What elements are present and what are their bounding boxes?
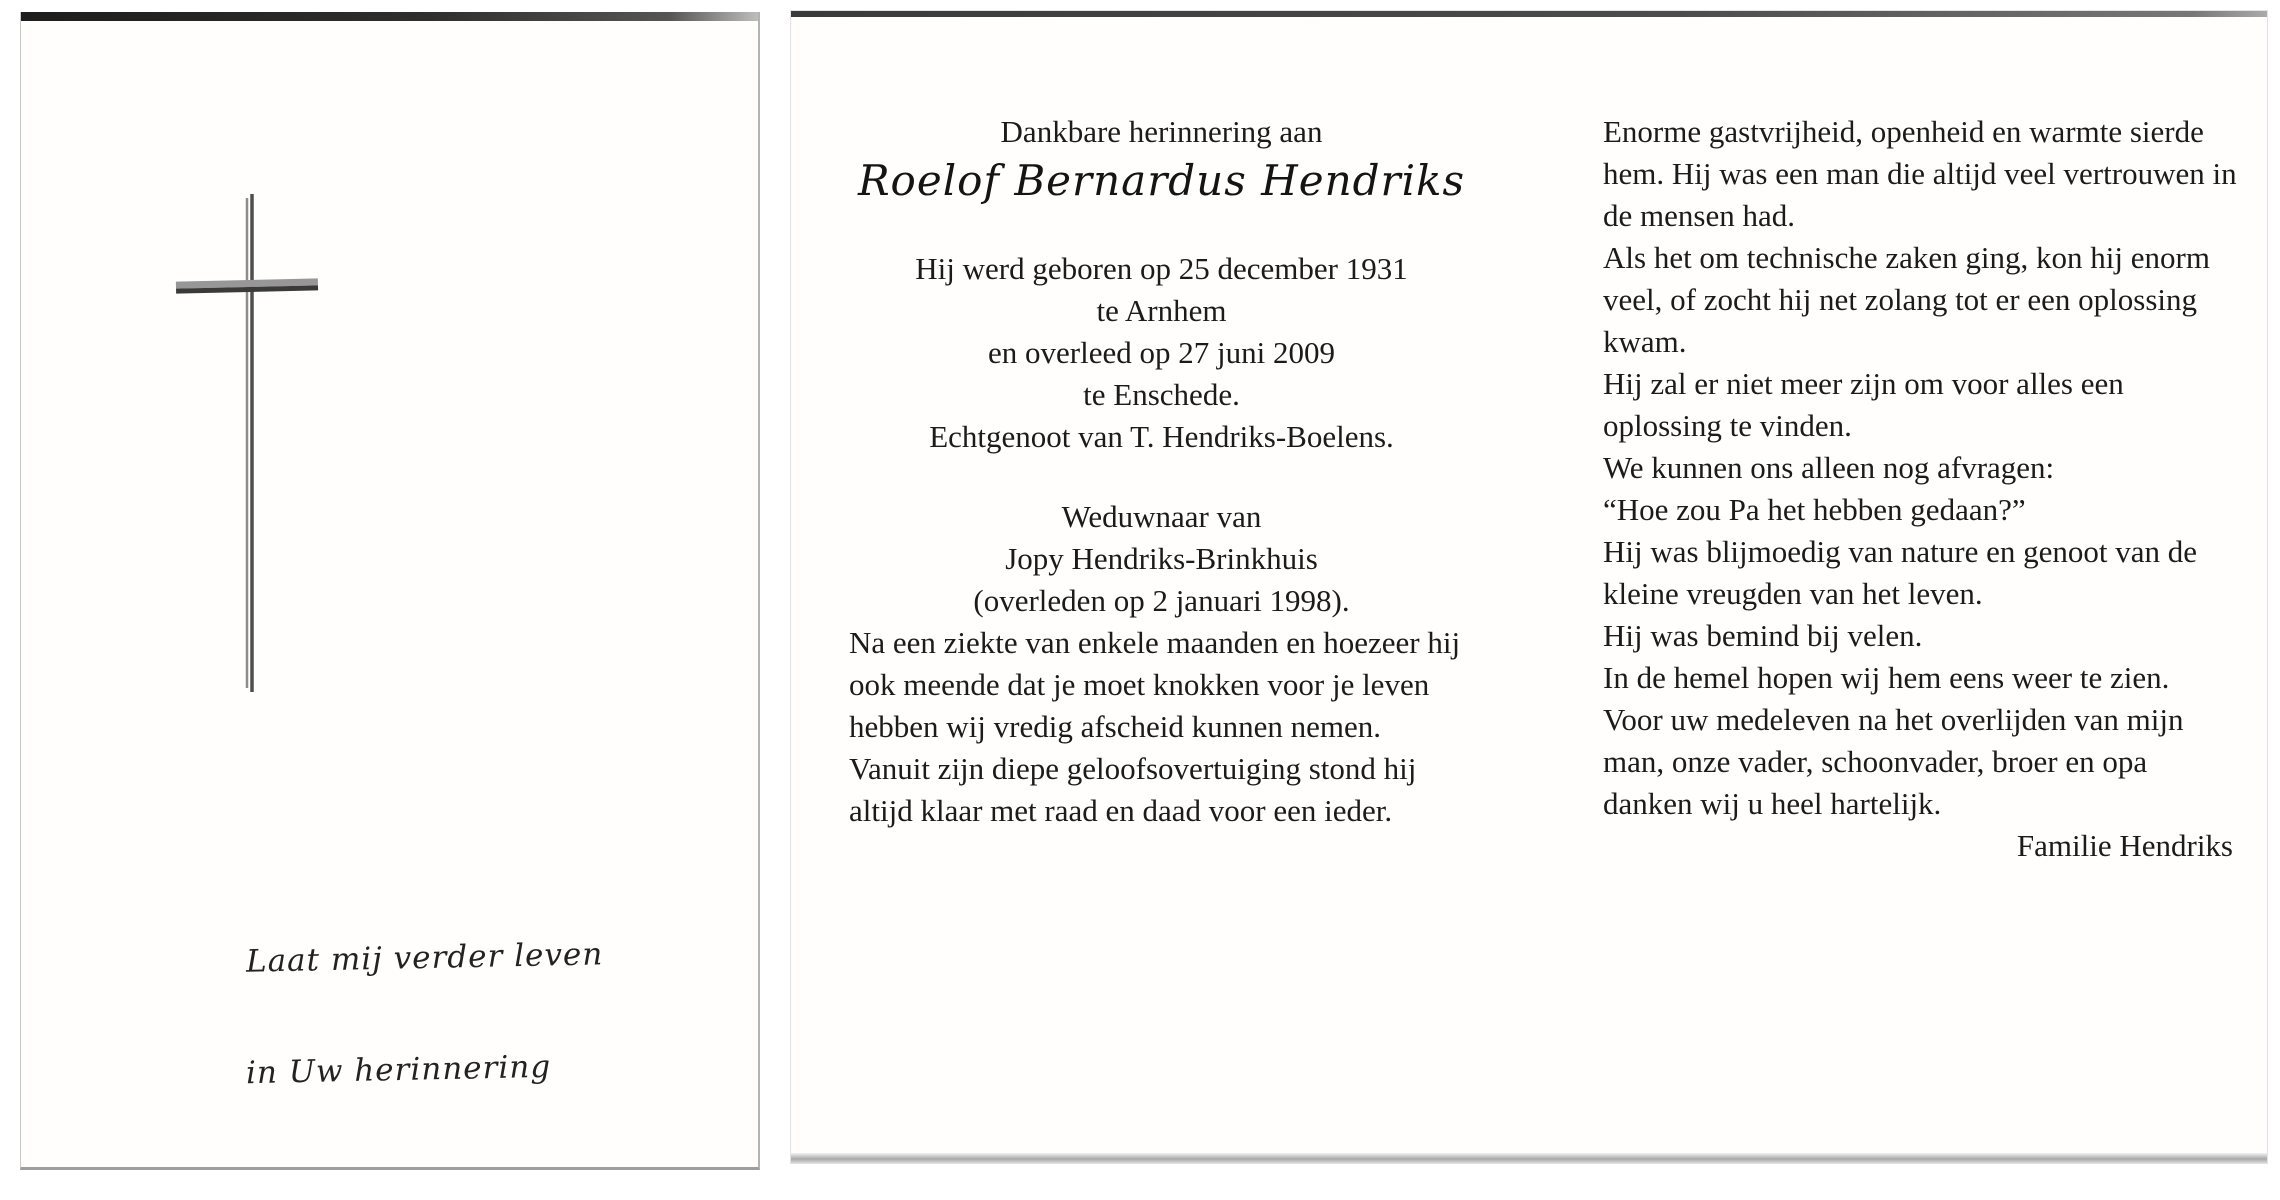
- inside-right-column: [1603, 111, 2243, 867]
- paragraph-faith: Vanuit zijn diepe geloofsovertuiging stond hij altijd klaar met raad en daad voor een ieder.: [849, 751, 1417, 828]
- paragraph-technical-3: We kunnen ons alleen nog afvragen:: [1603, 450, 2055, 485]
- paragraph-nature-1: Hij was blijmoedig van nature en genoot van de kleine vreugden van het leven.: [1603, 534, 2198, 611]
- birth-place-line: te Arnhem: [1096, 293, 1227, 328]
- epitaph-line-2: in Uw herinnering: [245, 1048, 552, 1092]
- scan-edge-top-left: [21, 12, 758, 21]
- paragraph-nature-2: Hij was bemind bij velen.: [1603, 618, 1923, 653]
- epitaph-line-1: Laat mij verder leven: [245, 936, 604, 980]
- memorial-card-inside: [790, 10, 2268, 1164]
- death-line: en overleed op 27 juni 2009: [988, 335, 1335, 370]
- spouse-line: Echtgenoot van T. Hendriks-Boelens.: [929, 419, 1394, 454]
- scan-edge-top-right: [791, 11, 2267, 17]
- birth-death-block: [849, 248, 1474, 416]
- cross-icon: [171, 192, 491, 702]
- paragraph-technical-1: Als het om technische zaken ging, kon hij enorm veel, of zocht hij net zolang tot er een oplossing kwam.: [1603, 240, 2210, 359]
- widower-line: Weduwnaar van: [1061, 499, 1262, 534]
- family-signature: Familie Hendriks: [2016, 828, 2233, 863]
- intro-line: Dankbare herinnering aan: [1000, 114, 1323, 149]
- widower-name-line: Jopy Hendriks-Brinkhuis: [1005, 541, 1318, 576]
- death-place-line: te Enschede.: [1083, 377, 1240, 412]
- widower-block: [849, 496, 1474, 622]
- memorial-card-cover: [20, 12, 760, 1170]
- inside-left-column: [849, 111, 1474, 832]
- paragraph-technical-quote: “Hoe zou Pa het hebben gedaan?”: [1603, 492, 2026, 527]
- deceased-name: Roelof Bernardus Hendriks: [857, 156, 1466, 205]
- scan-edge-bottom-right: [791, 1153, 2267, 1163]
- widower-date-line: (overleden op 2 januari 1998).: [973, 583, 1350, 618]
- paragraph-heaven: In de hemel hopen wij hem eens weer te zien.: [1603, 660, 2170, 695]
- paragraph-thanks: Voor uw medeleven na het overlijden van mijn man, onze vader, schoonvader, broer en opa danken wij u heel hartelijk.: [1603, 702, 2184, 821]
- paragraph-illness: Na een ziekte van enkele maanden en hoezeer hij ook meende dat je moet knokken voor je leven hebben wij vredig afscheid kunnen nemen.: [849, 625, 1461, 744]
- paragraph-technical-2: Hij zal er niet meer zijn om voor alles een oplossing te vinden.: [1603, 366, 2124, 443]
- paragraph-hospitality: Enorme gastvrijheid, openheid en warmte sierde hem. Hij was een man die altijd veel vertrouwen in de mensen had.: [1603, 114, 2237, 233]
- birth-line: Hij werd geboren op 25 december 1931: [915, 251, 1408, 286]
